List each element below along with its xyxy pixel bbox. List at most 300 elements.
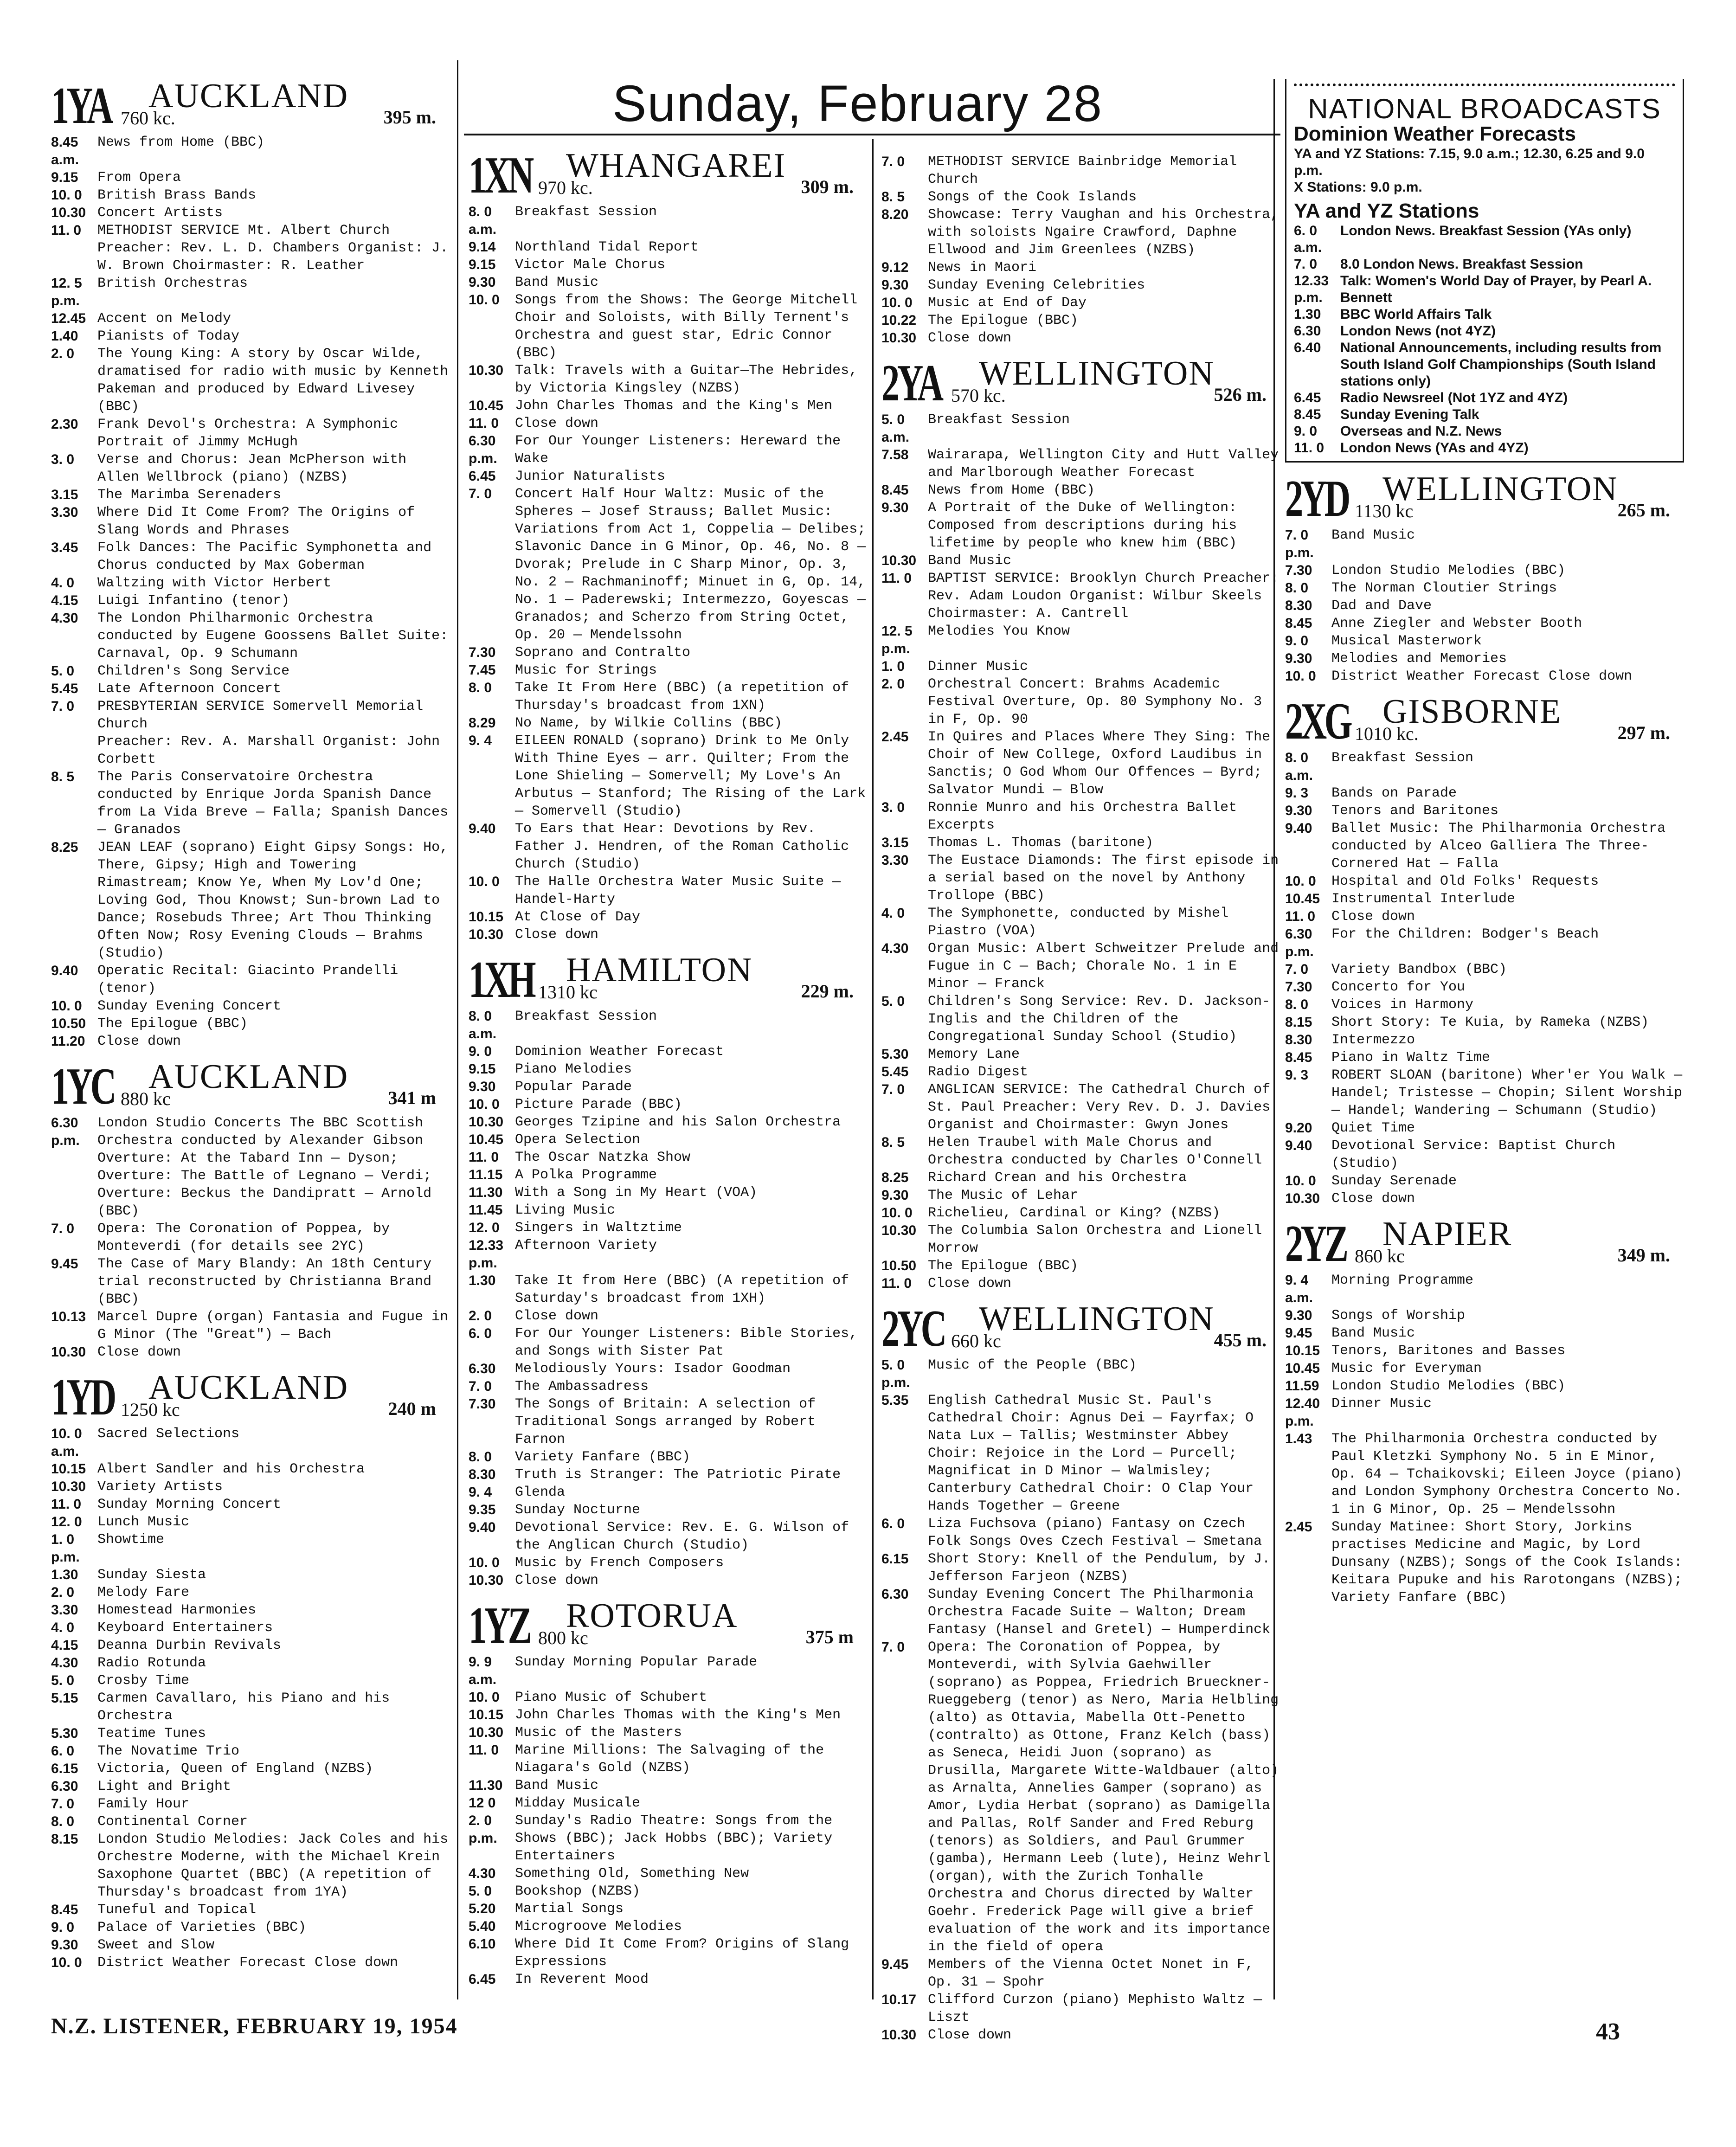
- programme-entry: [51, 733, 450, 768]
- programme-entry: [469, 1360, 868, 1378]
- national-entry-time: 9. 0: [1294, 424, 1318, 439]
- station-1yz: [469, 1596, 868, 1988]
- programme-time: 8. 0: [51, 1814, 75, 1829]
- programme-entry: [51, 345, 450, 416]
- national-entry-description: Radio Newsreel (Not 1YZ and 4YZ): [1340, 390, 1568, 405]
- programme-entry: [881, 852, 1280, 905]
- programme-entry: [469, 1096, 868, 1113]
- programme-time: 9.15: [469, 1061, 496, 1077]
- programme-description: For Our Younger Listeners: Bible Stories, and Songs with Sister Pat: [515, 1326, 858, 1359]
- programme-entry: [469, 1484, 868, 1501]
- programme-entry: [51, 698, 450, 733]
- programme-entry: [51, 574, 450, 592]
- programme-time: 9.40: [1285, 1138, 1312, 1153]
- national-entry: [1294, 273, 1675, 306]
- programme-entry: [51, 222, 450, 239]
- programme-entry: [469, 1971, 868, 1988]
- station-frequency: 1310 kc: [538, 982, 598, 1003]
- programme-time: 10.15: [469, 1707, 504, 1723]
- programme-time: 12. 5 p.m.: [51, 276, 82, 309]
- programme-description: Sweet and Slow: [97, 1937, 215, 1953]
- programme-entry: [1285, 1172, 1684, 1190]
- programme-time: 10. 0: [469, 874, 500, 889]
- programme-entry: [51, 486, 450, 504]
- programme-time: 8.15: [51, 1832, 78, 1847]
- programme-description: Close down: [1331, 1191, 1415, 1207]
- programme-description: Close down: [1331, 909, 1415, 925]
- programme-description: Close down: [928, 2027, 1012, 2043]
- programme-entry: [469, 1113, 868, 1131]
- programme-time: 10. 0: [51, 998, 82, 1014]
- programme-description: Microgroove Melodies: [515, 1919, 682, 1935]
- programme-description: Richard Crean and his Orchestra: [928, 1170, 1187, 1186]
- programme-description: London Studio Melodies: Jack Coles and his Orchestre Moderne, with the Michael Krein Saxophone Quartet (BBC) (A repetition of Thursday's broadcast from 1YA): [97, 1832, 449, 1900]
- programme-description: Junior Naturalists: [515, 469, 666, 484]
- programme-description: Bookshop (NZBS): [515, 1883, 641, 1899]
- national-entry-time: 8.45: [1294, 407, 1321, 422]
- programme-entry: [51, 1343, 450, 1361]
- programme-description: Keyboard Entertainers: [97, 1620, 273, 1636]
- programme-entry: [881, 206, 1280, 259]
- national-entry-description: National Announcements, including results from South Island Golf Championships (South Island stations only): [1340, 340, 1662, 389]
- ya-yz-heading: YA and YZ Stations: [1294, 199, 1479, 222]
- column-divider: [872, 139, 874, 1999]
- programme-entry: [881, 188, 1280, 206]
- programme-entry: [51, 680, 450, 698]
- programme-time: 8.45: [1285, 616, 1312, 631]
- programme-time: 1.40: [51, 328, 78, 344]
- programme-entry: [1285, 784, 1684, 802]
- programme-description: British Brass Bands: [97, 187, 257, 203]
- station-header: [469, 950, 868, 1009]
- programme-entry: [51, 1584, 450, 1601]
- programme-time: 7.30: [469, 1396, 496, 1412]
- station-wavelength: 349 m.: [1617, 1245, 1670, 1266]
- station-wavelength: 526 m.: [1214, 384, 1267, 405]
- programme-time: 8.30: [1285, 1032, 1312, 1048]
- programme-description: A Portrait of the Duke of Wellington: Composed from descriptions during his lifetime by people who knew him (BBC): [928, 500, 1237, 551]
- programme-entry: [1285, 1307, 1684, 1324]
- programme-time: 9.15: [469, 257, 496, 272]
- programme-entry: [51, 1015, 450, 1033]
- programme-entry: [469, 291, 868, 362]
- programme-description: London Studio Concerts The BBC Scottish Orchestra conducted by Alexander Gibson Overture: At the Tabard Inn — Dyson; Overture: The Battle of Legnano — Verdi; Overture: Beckus the Dandipratt — Arnold (BBC): [97, 1115, 432, 1219]
- programme-time: 6. 0: [51, 1743, 75, 1759]
- programme-description: Concert Artists: [97, 205, 223, 221]
- column-4: [1285, 79, 1684, 1607]
- programme-entry: [881, 411, 1280, 446]
- programme-time: 11. 0: [469, 416, 499, 431]
- programme-time: 9.15: [51, 170, 78, 185]
- programme-description: Pianists of Today: [97, 328, 240, 344]
- programme-entry: [881, 1204, 1280, 1222]
- programme-time: 10.30: [469, 363, 504, 378]
- programme-description: Music by French Composers: [515, 1555, 724, 1571]
- programme-time: 9.12: [881, 260, 909, 275]
- programme-entry: [469, 1742, 868, 1777]
- programme-description: From Opera: [97, 170, 181, 186]
- programme-entry: [469, 1272, 868, 1307]
- programme-time: 2. 0 p.m.: [469, 1813, 497, 1846]
- programme-time: 3.30: [51, 1602, 78, 1618]
- programme-description: Band Music: [515, 1778, 599, 1793]
- national-entry-description: 8.0 London News. Breakfast Session: [1340, 257, 1583, 272]
- programme-entry: [51, 1901, 450, 1919]
- programme-time: 9. 4: [469, 1485, 492, 1500]
- programme-entry: [469, 1865, 868, 1883]
- programme-entry: [881, 570, 1280, 623]
- programme-time: 10.50: [881, 1258, 917, 1273]
- station-header: [51, 1057, 450, 1115]
- programme-entry: [881, 153, 1280, 188]
- programme-entry: [881, 1392, 1280, 1515]
- weather-line: YA and YZ Stations: 7.15, 9.0 a.m.; 12.30, 6.25 and 9.0 p.m.: [1294, 146, 1645, 178]
- programme-entry: [1285, 1342, 1684, 1360]
- national-entry-time: 6. 0 a.m.: [1294, 223, 1322, 255]
- programme-description: Tenors, Baritones and Basses: [1331, 1343, 1566, 1359]
- programme-time: 7. 0: [469, 486, 492, 501]
- programme-description: METHODIST SERVICE Bainbridge Memorial Church: [928, 154, 1237, 187]
- programme-entry: [51, 504, 450, 539]
- programme-entry: [469, 714, 868, 732]
- station-city: WELLINGTON: [1382, 470, 1618, 508]
- programme-entry: [1285, 820, 1684, 873]
- programme-description: Band Music: [515, 275, 599, 290]
- programme-time: 1.30: [51, 1567, 78, 1582]
- programme-entry: [1285, 1014, 1684, 1031]
- programme-time: 3.15: [51, 487, 78, 502]
- programme-entry: [881, 1550, 1280, 1586]
- programme-description: To Ears that Hear: Devotions by Rev. Father J. Hendren, of the Roman Catholic Church (Studio): [515, 821, 849, 872]
- programme-description: The Epilogue (BBC): [928, 313, 1079, 328]
- station-call-sign: 1XN: [469, 147, 532, 204]
- programme-entry: [1285, 615, 1684, 632]
- programme-description: News from Home (BBC): [928, 482, 1095, 498]
- programme-entry: [1285, 1137, 1684, 1172]
- programme-description: JEAN LEAF (soprano) Eight Gipsy Songs: Ho, There, Gipsy; High and Towering Rimastream; Know Ye, When My Lov'd One; Loving God, Thou Knowst; Sun-brown Lad to Dance; Rosebuds Three; Art Thou Thinking Often Now; Rosy Evening Clouds — Brahms (Studio): [97, 840, 449, 961]
- programme-entry: [51, 1936, 450, 1954]
- station-call-sign: 1YC: [51, 1058, 114, 1115]
- national-entry: [1294, 423, 1675, 440]
- programme-description: Helen Traubel with Male Chorus and Orchestra conducted by Charles O'Connell: [928, 1135, 1262, 1168]
- programme-description: Close down: [928, 1276, 1012, 1292]
- station-call-sign: 2XG: [1285, 693, 1350, 750]
- station-1yc: [51, 1057, 450, 1361]
- station-wavelength: 229 m.: [801, 981, 854, 1002]
- programme-description: EILEEN RONALD (soprano) Drink to Me Only With Thine Eyes — arr. Quilter; From the Lone Shieling — Somervell; My Love's An Arbutus — Stanford; The Rising of the Lark — Somervell (Studio): [515, 733, 866, 819]
- programme-time: 6.30 p.m.: [469, 433, 497, 466]
- programme-description: News in Maori: [928, 260, 1037, 276]
- programme-time: 6.30: [881, 1587, 909, 1602]
- programme-time: 7.45: [469, 662, 496, 678]
- programme-description: Dinner Music: [928, 659, 1029, 675]
- programme-entry: [469, 238, 868, 256]
- programme-entry: [51, 1033, 450, 1050]
- programme-time: 3. 0: [51, 452, 75, 467]
- programme-entry: [1285, 802, 1684, 820]
- programme-time: 5.30: [881, 1047, 909, 1062]
- programme-description: John Charles Thomas with the King's Men: [515, 1707, 841, 1723]
- programme-description: Melodies You Know: [928, 624, 1070, 639]
- programme-description: The Ambassadress: [515, 1379, 649, 1395]
- column-1: [51, 70, 450, 1972]
- programme-entry: [51, 239, 450, 275]
- programme-entry: [469, 1501, 868, 1519]
- programme-entry: [469, 1307, 868, 1325]
- station-1yd: [51, 1368, 450, 1972]
- station-header: [469, 146, 868, 204]
- national-entry-description: London News. Breakfast Session (YAs only): [1340, 223, 1632, 238]
- programme-entry: [469, 1466, 868, 1484]
- programme-time: 7.30: [1285, 563, 1312, 578]
- programme-time: 10. 0: [51, 1955, 82, 1970]
- programme-description: Albert Sandler and his Orchestra: [97, 1461, 365, 1477]
- programme-description: Singers in Waltztime: [515, 1220, 682, 1236]
- programme-entry: [51, 768, 450, 839]
- programme-time: 10.30: [881, 1223, 917, 1238]
- programme-entry: [1285, 749, 1684, 784]
- station-call-sign: 2YA: [881, 354, 941, 412]
- programme-description: Children's Song Service: Rev. D. Jackson-Inglis and the Children of the Congregational Sunday School (Studio): [928, 994, 1271, 1045]
- programme-description: Musical Masterwork: [1331, 633, 1482, 649]
- station-city: ROTORUA: [566, 1597, 738, 1635]
- programme-entry: [1285, 579, 1684, 597]
- programme-time: 8.45 a.m.: [51, 135, 79, 167]
- programme-time: 4. 0: [51, 575, 75, 591]
- programme-time: 10. 0: [469, 1555, 500, 1570]
- programme-entry: [1285, 650, 1684, 668]
- programme-time: 9. 0: [1285, 633, 1309, 649]
- programme-description: The Novatime Trio: [97, 1743, 240, 1759]
- programme-entry: [1285, 527, 1684, 562]
- programme-description: Tenors and Baritones: [1331, 803, 1499, 819]
- programme-time: 10.30: [881, 2027, 917, 2043]
- programme-entry: [469, 1706, 868, 1724]
- programme-entry: [469, 1883, 868, 1900]
- programme-time: 8.30: [469, 1467, 496, 1482]
- programme-entry: [881, 1991, 1280, 2026]
- programme-entry: [881, 1134, 1280, 1169]
- programme-time: 9.40: [469, 1520, 496, 1535]
- programme-time: 9.30: [469, 275, 496, 290]
- programme-entry: [1285, 873, 1684, 890]
- station-header: [1285, 1214, 1684, 1273]
- station-header: [881, 354, 1280, 412]
- programme-entry: [51, 204, 450, 222]
- programme-description: Close down: [97, 1344, 181, 1360]
- programme-entry: [469, 1078, 868, 1096]
- programme-description: Where Did It Come From? The Origins of Slang Words and Phrases: [97, 505, 415, 538]
- programme-entry: [1285, 562, 1684, 579]
- programme-description: Music of the People (BBC): [928, 1357, 1137, 1373]
- programme-time: 9.45: [881, 1957, 909, 1972]
- programme-time: 8.25: [881, 1170, 909, 1185]
- programme-entry: [881, 1063, 1280, 1081]
- programme-time: 1. 0: [881, 659, 905, 674]
- programme-description: METHODIST SERVICE Mt. Albert Church: [97, 223, 390, 238]
- programme-description: Songs of Worship: [1331, 1308, 1466, 1324]
- programme-time: 12. 0: [51, 1514, 82, 1530]
- national-entry-description: London News (not 4YZ): [1340, 323, 1496, 339]
- programme-time: 11. 0: [51, 223, 82, 238]
- station-city: GISBORNE: [1382, 693, 1562, 731]
- programme-time: 6. 0: [469, 1326, 492, 1341]
- station-header: [1285, 469, 1684, 525]
- programme-entry: [51, 1654, 450, 1672]
- programme-time: 5.40: [469, 1919, 496, 1934]
- programme-time: 5.45: [51, 681, 78, 696]
- programme-time: 10.30: [469, 1725, 504, 1740]
- programme-time: 8.29: [469, 715, 496, 731]
- programme-time: 7.30: [469, 645, 496, 660]
- programme-entry: [1285, 1031, 1684, 1049]
- programme-time: 9.14: [469, 239, 496, 255]
- programme-entry: [469, 662, 868, 679]
- programme-time: 12. 0: [469, 1220, 500, 1235]
- programme-description: In Reverent Mood: [515, 1972, 649, 1987]
- programme-time: 11.20: [51, 1034, 85, 1049]
- programme-time: 10.30: [1285, 1191, 1320, 1206]
- programme-entry: [51, 1760, 450, 1778]
- programme-entry: [51, 1778, 450, 1795]
- programme-description: In Quires and Places Where They Sing: The Choir of New College, Oxford Laudibus in Sanctis; O God Whom Our Offences — Byrd; Salvator Mundi — Blow: [928, 729, 1271, 798]
- programme-time: 9. 4 a.m.: [1285, 1273, 1313, 1305]
- programme-description: Ronnie Munro and his Orchestra Ballet Excerpts: [928, 800, 1237, 833]
- programme-time: 2. 0: [51, 346, 75, 361]
- programme-description: Organ Music: Albert Schweitzer Prelude and Fugue in C — Bach; Chorale No. 1 in E Minor — Franck: [928, 941, 1279, 992]
- station-wavelength: 297 m.: [1617, 722, 1670, 743]
- programme-entry: [469, 1935, 868, 1971]
- programme-entry: [881, 329, 1280, 347]
- programme-entry: [1285, 1430, 1684, 1518]
- programme-entry: [881, 276, 1280, 294]
- programme-description: Members of the Vienna Octet Nonet in F, Op. 31 — Spohr: [928, 1957, 1254, 1990]
- programme-description: Children's Song Service: [97, 663, 290, 679]
- programme-description: Band Music: [928, 553, 1012, 569]
- programme-description: Martial Songs: [515, 1901, 624, 1917]
- programme-time: 9.30: [1285, 651, 1312, 666]
- programme-description: Preacher: Rev. A. Marshall Organist: John Corbett: [97, 734, 440, 767]
- programme-description: Carmen Cavallaro, his Piano and his Orchestra: [97, 1691, 390, 1724]
- programme-entry: [881, 1187, 1280, 1204]
- programme-entry: [469, 1572, 868, 1589]
- programme-time: 7.30: [1285, 979, 1312, 995]
- station-wavelength: 341 m: [388, 1087, 436, 1108]
- programme-time: 4.30: [51, 1655, 78, 1671]
- programme-time: 9.40: [1285, 821, 1312, 836]
- programme-description: Bands on Parade: [1331, 785, 1457, 801]
- programme-description: Close down: [515, 1573, 599, 1588]
- programme-entry: [51, 310, 450, 328]
- programme-entry: [881, 675, 1280, 728]
- national-entries: [1294, 223, 1675, 456]
- programme-time: 10.45: [1285, 891, 1320, 906]
- station-frequency: 1130 kc: [1355, 501, 1414, 521]
- programme-time: 10. 0: [1285, 1173, 1316, 1189]
- programme-description: District Weather Forecast Close down: [1331, 669, 1633, 684]
- programme-description: Talk: Travels with a Guitar—The Hebrides, by Victoria Kingsley (NZBS): [515, 363, 858, 396]
- programme-time: 11. 0: [51, 1497, 82, 1512]
- programme-entry: [881, 259, 1280, 276]
- programme-description: Clifford Curzon (piano) Mephisto Waltz — Liszt: [928, 1992, 1262, 2025]
- national-entry-description: London News (YAs and 4YZ): [1340, 440, 1529, 456]
- programme-entry: [51, 962, 450, 997]
- programme-description: Truth is Stranger: The Patriotic Pirate: [515, 1467, 841, 1483]
- programme-entry: [469, 203, 868, 238]
- programme-time: 6.15: [51, 1761, 78, 1776]
- programme-description: The Epilogue (BBC): [928, 1258, 1079, 1274]
- station-wavelength: 375 m: [805, 1626, 854, 1647]
- programme-time: 8.45: [881, 482, 909, 498]
- programme-entry: [881, 1275, 1280, 1292]
- programme-description: Variety Fanfare (BBC): [515, 1449, 691, 1465]
- programme-description: BAPTIST SERVICE: Brooklyn Church Preacher: Rev. Adam Loudon Organist: Wilbur Skeels Choirmaster: A. Cantrell: [928, 571, 1279, 622]
- programme-entry: [1285, 890, 1684, 908]
- programme-entry: [469, 679, 868, 714]
- programme-description: Soprano and Contralto: [515, 645, 691, 661]
- programme-description: Late Afternoon Concert: [97, 681, 282, 697]
- programme-entry: [881, 658, 1280, 675]
- programme-time: 3. 0: [881, 800, 905, 815]
- programme-description: Wairarapa, Wellington City and Hutt Valley and Marlborough Weather Forecast: [928, 447, 1279, 481]
- station-city: AUCKLAND: [148, 77, 349, 115]
- programme-time: 10.30: [469, 1114, 504, 1130]
- weather-heading: Dominion Weather Forecasts: [1294, 122, 1576, 145]
- programme-time: 10.30: [469, 1573, 504, 1588]
- programme-time: [51, 239, 97, 275]
- programme-time: 8. 5: [881, 1135, 905, 1150]
- programme-description: Short Story: Knell of the Pendulum, by J. Jefferson Farjeon (NZBS): [928, 1551, 1271, 1585]
- programme-entry: [469, 1325, 868, 1360]
- station-frequency: 1010 kc.: [1355, 723, 1419, 744]
- programme-description: Piano in Waltz Time: [1331, 1050, 1491, 1066]
- programme-time: 8. 0 a.m.: [469, 204, 497, 237]
- programme-description: The Young King: A story by Oscar Wilde, dramatised for radio with music by Kenneth Pakeman and produced by Edward Livesey (BBC): [97, 346, 449, 415]
- programme-time: 3.30: [881, 853, 909, 868]
- national-entry: [1294, 256, 1675, 273]
- national-entry: [1294, 440, 1675, 456]
- programme-time: 9. 0: [469, 1044, 492, 1059]
- programme-description: The Music of Lehar: [928, 1188, 1079, 1203]
- programme-entry: [1285, 996, 1684, 1014]
- programme-time: 4. 0: [51, 1620, 75, 1635]
- station-wavelength: 265 m.: [1617, 500, 1670, 521]
- programme-description: Music for Everyman: [1331, 1361, 1482, 1376]
- programme-description: London Studio Melodies (BBC): [1331, 563, 1566, 579]
- programme-entry: [469, 397, 868, 415]
- programme-entry: [469, 873, 868, 908]
- programme-time: 9.30: [469, 1079, 496, 1094]
- programme-description: Radio Digest: [928, 1064, 1029, 1080]
- programme-description: Showtime: [97, 1532, 165, 1548]
- programme-description: Sunday's Radio Theatre: Songs from the Shows (BBC); Jack Hobbs (BBC); Variety Entertainers: [515, 1813, 833, 1864]
- programme-description: Orchestral Concert: Brahms Academic Festival Overture, Op. 80 Symphony No. 3 in F, Op. 90: [928, 676, 1262, 727]
- programme-entry: [51, 1220, 450, 1255]
- programme-description: Operatic Recital: Giacinto Prandelli (tenor): [97, 963, 399, 996]
- programme-description: District Weather Forecast Close down: [97, 1955, 399, 1971]
- programme-time: 1.30: [469, 1273, 496, 1288]
- programme-description: Sunday Siesta: [97, 1567, 206, 1583]
- programme-entry: [469, 1395, 868, 1448]
- programme-time: 10.30: [881, 553, 917, 568]
- national-entry-description: Talk: Women's World Day of Prayer, by Pearl A. Bennett: [1340, 273, 1652, 305]
- programme-entry: [469, 1061, 868, 1078]
- programme-time: 10. 0: [1285, 669, 1316, 684]
- programme-entry: [51, 1954, 450, 1972]
- station-header: [51, 76, 450, 135]
- programme-description: Dominion Weather Forecast: [515, 1044, 724, 1060]
- programme-entry: [469, 1043, 868, 1061]
